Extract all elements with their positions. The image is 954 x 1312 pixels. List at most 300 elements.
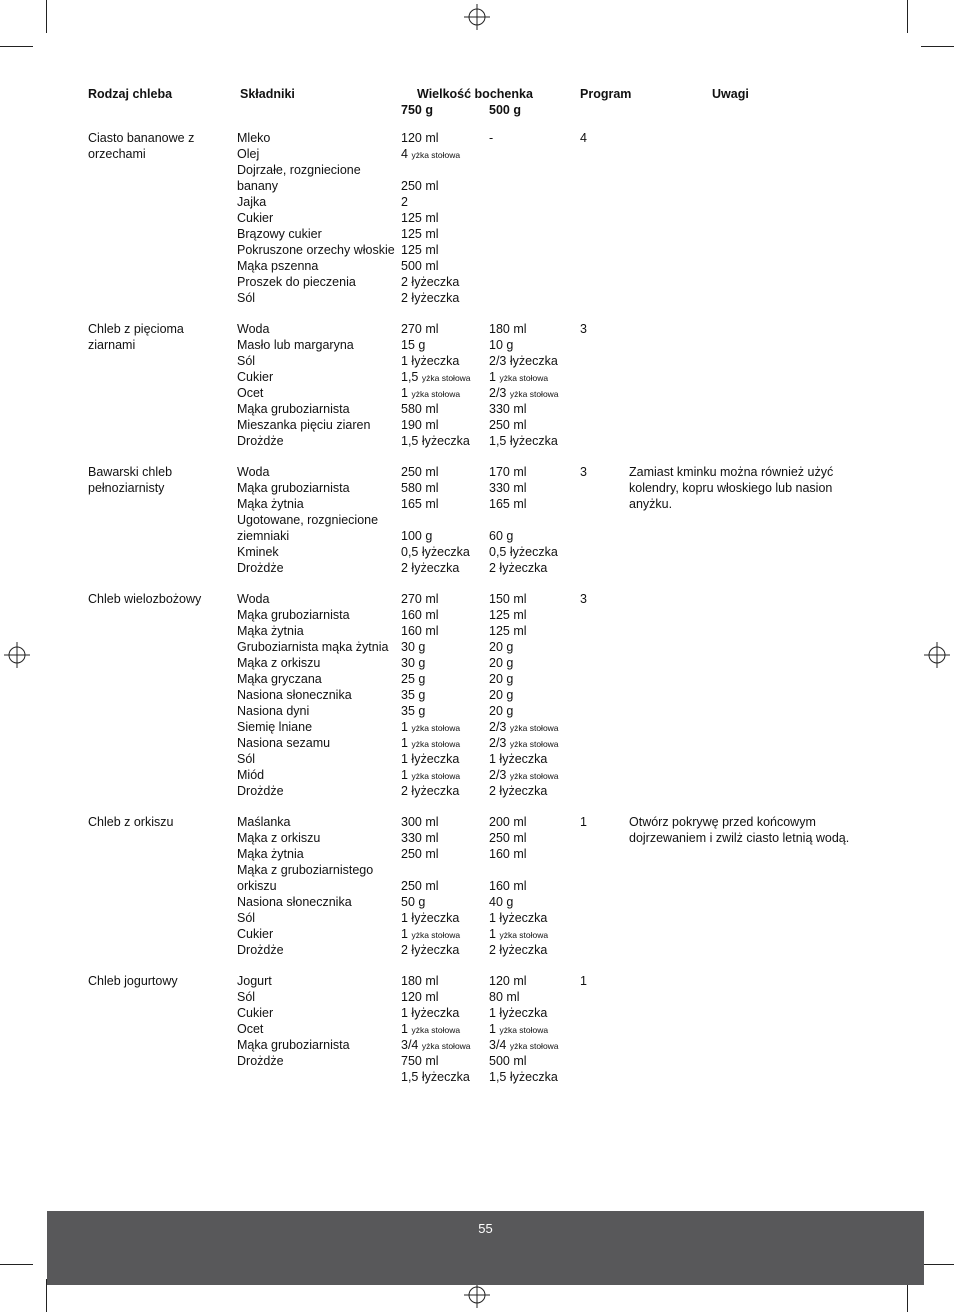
bread-type	[88, 321, 228, 353]
bread-type-line: Chleb jogurtowy	[88, 974, 178, 988]
amount-500g	[489, 846, 579, 862]
amount-750g	[401, 926, 489, 942]
ingredient-item: Mąka z orkiszu	[237, 831, 321, 845]
registration-mark-icon	[464, 4, 490, 30]
ingredient-item: Drożdże	[237, 434, 284, 448]
bread-type-line: pełnoziarnisty	[88, 481, 165, 495]
amount-value: 2 łyżeczka	[401, 943, 460, 957]
ingredient-item: Mąka żytnia	[237, 624, 304, 638]
ingredient-item: Woda	[237, 322, 270, 336]
amount-750g	[401, 178, 489, 194]
amount-value: 80 ml	[489, 990, 520, 1004]
amount-750g	[401, 735, 489, 751]
amount-500g	[489, 687, 579, 703]
recipe-row	[0, 591, 954, 799]
amount-value: 35 g	[401, 688, 426, 702]
amounts-500g	[489, 591, 579, 799]
amount-750g	[401, 591, 489, 607]
amount-750g	[401, 973, 489, 989]
amount-750g	[401, 655, 489, 671]
note-line: Zamiast kminku można również użyć	[629, 465, 834, 479]
amount-value: 2 łyżeczka	[401, 784, 460, 798]
amount-value: 2	[401, 195, 408, 209]
ingredient-item: Mąka z gruboziarnistego	[237, 863, 374, 877]
amount-500g	[489, 1021, 579, 1037]
ingredient-item: Sól	[237, 291, 256, 305]
amounts-750g	[401, 814, 489, 958]
amount-value: 125 ml	[489, 624, 527, 638]
bread-type	[88, 814, 228, 830]
amount-750g	[401, 687, 489, 703]
amount-750g	[401, 560, 489, 576]
ingredient-item: Maślanka	[237, 815, 291, 829]
amount-value: 1,5 łyżeczka	[489, 1070, 558, 1084]
amount-750g	[401, 783, 489, 799]
amounts-500g	[489, 130, 579, 146]
amount-value: 330 ml	[401, 831, 439, 845]
amount-value: 500 ml	[401, 259, 439, 273]
amount-750g	[401, 1037, 489, 1053]
recipe-notes	[629, 814, 869, 846]
amount-750g	[401, 496, 489, 512]
amount-750g	[401, 433, 489, 449]
amount-500g	[489, 783, 579, 799]
amount-750g	[401, 337, 489, 353]
amount-value: 35 g	[401, 704, 426, 718]
amount-750g	[401, 767, 489, 783]
amount-value: 150 ml	[489, 592, 527, 606]
amount-value: 1 łyżeczka	[489, 752, 548, 766]
amount-500g	[489, 767, 579, 783]
amount-value: 250 ml	[401, 465, 439, 479]
ingredient-item: Cukier	[237, 211, 274, 225]
amount-value: 125 ml	[489, 608, 527, 622]
ingredient-item: Mąka żytnia	[237, 497, 304, 511]
program-value: 3	[580, 592, 587, 606]
amount-unit: yżka stołowa	[411, 723, 461, 733]
amount-500g	[489, 862, 579, 878]
crop-mark	[921, 1264, 954, 1265]
amount-value: 25 g	[401, 672, 426, 686]
amount-unit: yżka stołowa	[499, 1025, 549, 1035]
amount-value: 1,5 łyżeczka	[489, 434, 558, 448]
amount-500g	[489, 591, 579, 607]
amount-value: 330 ml	[489, 481, 527, 495]
amount-500g	[489, 973, 579, 989]
amount-500g	[489, 703, 579, 719]
crop-mark	[921, 46, 954, 47]
amount-500g	[489, 639, 579, 655]
amount-unit: yżka stołowa	[411, 150, 461, 160]
amounts-750g	[401, 321, 489, 449]
amount-750g	[401, 751, 489, 767]
amount-value: 125 ml	[401, 243, 439, 257]
amount-unit: yżka stołowa	[411, 771, 461, 781]
amount-500g	[489, 353, 579, 369]
ingredients-list	[237, 973, 402, 1069]
ingredients-list	[237, 814, 402, 958]
header-size-750: 750 g	[401, 103, 433, 117]
amounts-500g	[489, 814, 579, 958]
amount-750g	[401, 162, 489, 178]
amount-500g	[489, 1037, 579, 1053]
amount-value: 250 ml	[489, 418, 527, 432]
amount-500g	[489, 417, 579, 433]
amount-750g	[401, 385, 489, 401]
amount-value: 120 ml	[401, 990, 439, 1004]
amount-750g	[401, 258, 489, 274]
amount-500g	[489, 751, 579, 767]
amount-750g	[401, 942, 489, 958]
amount-500g	[489, 528, 579, 544]
amount-500g	[489, 942, 579, 958]
amount-750g	[401, 1005, 489, 1021]
amount-unit: yżka stołowa	[499, 373, 549, 383]
ingredient-item: Sól	[237, 354, 256, 368]
ingredient-item: ziemniaki	[237, 529, 290, 543]
amount-value: 1	[401, 927, 408, 941]
amount-value: 250 ml	[401, 179, 439, 193]
amount-500g	[489, 480, 579, 496]
ingredient-item: Ugotowane, rozgniecione	[237, 513, 379, 527]
ingredient-item: Mąka gruboziarnista	[237, 402, 350, 416]
amount-value: 120 ml	[401, 131, 439, 145]
bread-type	[88, 591, 228, 607]
ingredient-item: Jogurt	[237, 974, 272, 988]
amount-750g	[401, 464, 489, 480]
ingredient-item: Proszek do pieczenia	[237, 275, 356, 289]
ingredient-item: Pokruszone orzechy włoskie	[237, 243, 395, 257]
amount-500g	[489, 337, 579, 353]
amount-value: 2/3 łyżeczka	[489, 354, 558, 368]
amount-value: 170 ml	[489, 465, 527, 479]
amount-value: 2/3	[489, 768, 507, 782]
amount-value: 1	[489, 927, 496, 941]
amount-value: 2 łyżeczka	[401, 275, 460, 289]
amount-value: 190 ml	[401, 418, 439, 432]
ingredient-item: orkiszu	[237, 879, 277, 893]
bread-type	[88, 464, 228, 496]
header-type: Rodzaj chleba	[88, 87, 173, 101]
amount-value: 250 ml	[489, 831, 527, 845]
bread-type	[88, 973, 228, 989]
bread-type	[88, 130, 228, 162]
amount-value: 1	[401, 720, 408, 734]
bread-type-line: ziarnami	[88, 338, 136, 352]
ingredient-item: Nasiona słonecznika	[237, 895, 352, 909]
ingredient-item: Brązowy cukier	[237, 227, 322, 241]
amount-value: 0,5 łyżeczka	[401, 545, 470, 559]
amount-750g	[401, 1053, 489, 1069]
registration-mark-icon	[464, 1282, 490, 1308]
amount-value: 30 g	[401, 656, 426, 670]
amount-value: 100 g	[401, 529, 433, 543]
amount-value: 160 ml	[489, 847, 527, 861]
amount-value: 330 ml	[489, 402, 527, 416]
amount-value: 1,5	[401, 370, 419, 384]
amount-value: 125 ml	[401, 211, 439, 225]
ingredient-item: Masło lub margaryna	[237, 338, 354, 352]
amount-unit: yżka stołowa	[421, 1041, 471, 1051]
amount-value: 180 ml	[401, 974, 439, 988]
ingredient-item: Mąka gryczana	[237, 672, 322, 686]
amount-value: 1	[489, 370, 496, 384]
ingredient-item: Jajka	[237, 195, 267, 209]
amount-value: 580 ml	[401, 481, 439, 495]
ingredient-item: Cukier	[237, 1006, 274, 1020]
amount-750g	[401, 910, 489, 926]
note-line: dojrzewaniem i zwilż ciasto letnią wodą.	[629, 831, 850, 845]
amount-750g	[401, 1069, 489, 1085]
amount-750g	[401, 719, 489, 735]
amount-value: 0,5 łyżeczka	[489, 545, 558, 559]
ingredient-item: Siemię lniane	[237, 720, 313, 734]
amount-750g	[401, 544, 489, 560]
amount-value: 120 ml	[489, 974, 527, 988]
amount-750g	[401, 417, 489, 433]
amount-value: 2 łyżeczka	[401, 561, 460, 575]
amount-value: 250 ml	[401, 847, 439, 861]
header-notes: Uwagi	[712, 87, 749, 101]
crop-mark	[907, 0, 908, 33]
amount-500g	[489, 719, 579, 735]
amount-value: 1 łyżeczka	[489, 911, 548, 925]
ingredients-list	[237, 464, 402, 576]
ingredient-item: Drożdże	[237, 1054, 284, 1068]
amount-value: 20 g	[489, 672, 514, 686]
ingredient-item: Sól	[237, 752, 256, 766]
program-value: 3	[580, 465, 587, 479]
amount-value: 125 ml	[401, 227, 439, 241]
amount-750g	[401, 989, 489, 1005]
amount-value: 250 ml	[401, 879, 439, 893]
amounts-750g	[401, 130, 489, 306]
amount-750g	[401, 528, 489, 544]
header-loaf-size: Wielkość bochenka	[417, 87, 533, 101]
amount-value: 1 łyżeczka	[489, 1006, 548, 1020]
amount-unit: yżka stołowa	[421, 373, 471, 383]
amount-500g	[489, 130, 579, 146]
amount-500g	[489, 878, 579, 894]
ingredient-item: Nasiona sezamu	[237, 736, 331, 750]
program-number	[580, 814, 620, 830]
ingredient-item: Mąka żytnia	[237, 847, 304, 861]
header-program: Program	[580, 87, 632, 101]
amount-value: 165 ml	[401, 497, 439, 511]
program-value: 3	[580, 322, 587, 336]
amount-750g	[401, 607, 489, 623]
amount-value: 2/3	[489, 386, 507, 400]
amount-500g	[489, 607, 579, 623]
amount-500g	[489, 401, 579, 417]
amount-750g	[401, 894, 489, 910]
amount-750g	[401, 226, 489, 242]
amount-750g	[401, 290, 489, 306]
amount-value: 20 g	[489, 704, 514, 718]
amount-500g	[489, 989, 579, 1005]
ingredient-item: Mąka gruboziarnista	[237, 1038, 350, 1052]
amounts-500g	[489, 464, 579, 576]
amount-500g	[489, 926, 579, 942]
amount-value: 1 łyżeczka	[401, 911, 460, 925]
amount-500g	[489, 655, 579, 671]
amount-500g	[489, 623, 579, 639]
program-number	[580, 464, 620, 480]
amount-value: 160 ml	[401, 624, 439, 638]
program-value: 1	[580, 974, 587, 988]
recipe-notes	[629, 464, 869, 512]
amount-value: 10 g	[489, 338, 514, 352]
amount-value: 500 ml	[489, 1054, 527, 1068]
crop-mark	[46, 0, 47, 33]
amount-750g	[401, 274, 489, 290]
ingredient-item: Drożdże	[237, 784, 284, 798]
amount-value: 750 ml	[401, 1054, 439, 1068]
amount-500g	[489, 1069, 579, 1085]
amount-750g	[401, 814, 489, 830]
ingredient-item: Mąka pszenna	[237, 259, 319, 273]
note-line: anyżku.	[629, 497, 673, 511]
ingredient-item: Mąka gruboziarnista	[237, 608, 350, 622]
ingredients-list	[237, 591, 402, 799]
amount-750g	[401, 862, 489, 878]
amount-value: 20 g	[489, 640, 514, 654]
amount-value: 3/4	[401, 1038, 419, 1052]
ingredient-item: Mąka z orkiszu	[237, 656, 321, 670]
amount-750g	[401, 512, 489, 528]
amount-value: 2 łyżeczka	[489, 943, 548, 957]
amount-value: 580 ml	[401, 402, 439, 416]
amount-value: 2/3	[489, 720, 507, 734]
amount-750g	[401, 846, 489, 862]
amount-unit: yżka stołowa	[499, 930, 549, 940]
program-number	[580, 130, 620, 146]
ingredient-item: Mieszanka pięciu ziaren	[237, 418, 371, 432]
program-value: 4	[580, 131, 587, 145]
amount-750g	[401, 480, 489, 496]
ingredient-item: Drożdże	[237, 943, 284, 957]
program-number	[580, 321, 620, 337]
recipe-row	[0, 814, 954, 958]
amount-value: 2/3	[489, 736, 507, 750]
amount-value: 1	[401, 1022, 408, 1036]
ingredient-item: Miód	[237, 768, 265, 782]
amount-750g	[401, 623, 489, 639]
ingredient-item: Drożdże	[237, 561, 284, 575]
header-ingredients: Składniki	[240, 87, 295, 101]
amount-value: 160 ml	[489, 879, 527, 893]
ingredient-item: Nasiona dyni	[237, 704, 310, 718]
amount-750g	[401, 878, 489, 894]
amount-value: 20 g	[489, 688, 514, 702]
amount-500g	[489, 512, 579, 528]
amount-500g	[489, 385, 579, 401]
amount-value: 1 łyżeczka	[401, 752, 460, 766]
crop-mark	[0, 46, 33, 47]
amount-unit: yżka stołowa	[411, 930, 461, 940]
amount-500g	[489, 830, 579, 846]
amount-750g	[401, 194, 489, 210]
amount-750g	[401, 130, 489, 146]
bread-type-line: Chleb z pięcioma	[88, 322, 184, 336]
header-size-500: 500 g	[489, 103, 521, 117]
ingredient-item: Mleko	[237, 131, 271, 145]
ingredient-item: Woda	[237, 465, 270, 479]
amounts-500g	[489, 321, 579, 449]
ingredient-item: Mąka gruboziarnista	[237, 481, 350, 495]
amount-750g	[401, 671, 489, 687]
ingredients-list	[237, 130, 402, 306]
amount-500g	[489, 433, 579, 449]
amount-value: 3/4	[489, 1038, 507, 1052]
amount-value: 165 ml	[489, 497, 527, 511]
amount-750g	[401, 353, 489, 369]
amount-750g	[401, 703, 489, 719]
amounts-750g	[401, 464, 489, 576]
amount-500g	[489, 814, 579, 830]
amount-750g	[401, 242, 489, 258]
ingredient-item: Cukier	[237, 370, 274, 384]
amount-value: 160 ml	[401, 608, 439, 622]
ingredient-item: Kminek	[237, 545, 279, 559]
ingredient-item: Dojrzałe, rozgniecione	[237, 163, 361, 177]
amount-unit: yżka stołowa	[509, 1041, 559, 1051]
amount-500g	[489, 544, 579, 560]
amount-750g	[401, 1021, 489, 1037]
amount-value: 1	[401, 736, 408, 750]
amount-unit: yżka stołowa	[509, 723, 559, 733]
amount-500g	[489, 560, 579, 576]
recipe-row	[0, 321, 954, 449]
bread-type-line: Ciasto bananowe z	[88, 131, 195, 145]
program-value: 1	[580, 815, 587, 829]
amount-value: 200 ml	[489, 815, 527, 829]
bread-type-line: orzechami	[88, 147, 146, 161]
note-line: kolendry, kopru włoskiego lub nasion	[629, 481, 833, 495]
amount-value: 30 g	[401, 640, 426, 654]
note-line: Otwórz pokrywę przed końcowym	[629, 815, 816, 829]
crop-mark	[0, 1264, 33, 1265]
amount-500g	[489, 910, 579, 926]
amount-500g	[489, 464, 579, 480]
amount-value: 1	[401, 768, 408, 782]
ingredient-item: Sól	[237, 990, 256, 1004]
ingredient-item: Sól	[237, 911, 256, 925]
amount-unit: yżka stołowa	[509, 389, 559, 399]
amount-500g	[489, 1053, 579, 1069]
amount-500g	[489, 496, 579, 512]
ingredient-item: Ocet	[237, 386, 264, 400]
program-number	[580, 973, 620, 989]
amount-value: 300 ml	[401, 815, 439, 829]
amount-value: 1,5 łyżeczka	[401, 1070, 470, 1084]
amount-500g	[489, 735, 579, 751]
ingredient-item: Cukier	[237, 927, 274, 941]
recipe-row	[0, 973, 954, 1085]
page-footer	[47, 1211, 924, 1285]
amount-value: 270 ml	[401, 322, 439, 336]
amount-value: 2 łyżeczka	[489, 561, 548, 575]
amount-750g	[401, 401, 489, 417]
amount-500g	[489, 671, 579, 687]
amount-unit: yżka stołowa	[411, 389, 461, 399]
recipe-row	[0, 464, 954, 576]
recipe-row	[0, 130, 954, 306]
amount-value: 1 łyżeczka	[401, 1006, 460, 1020]
ingredient-item: Woda	[237, 592, 270, 606]
amount-value: -	[489, 131, 494, 145]
amount-value: 20 g	[489, 656, 514, 670]
